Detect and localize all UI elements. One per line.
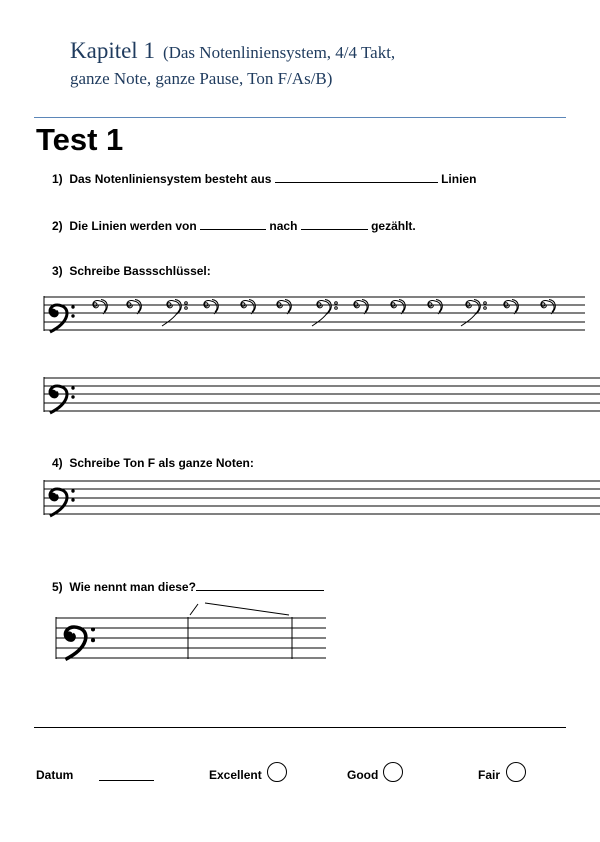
question-3-text: Schreibe Bassschlüssel: [69,264,211,278]
date-label: Datum [36,768,74,782]
bass-clef-icon [65,627,95,659]
question-4-number: 4) [52,456,63,470]
chapter-subtitle-line1: (Das Notenliniensystem, 4/4 Takt, [162,43,396,62]
question-3-number: 3) [52,264,63,278]
rating-fair-label: Fair [478,768,501,782]
question-2-text-middle: nach [269,219,298,233]
chapter-label: Kapitel 1 [70,38,155,63]
chapter-subtitle-line2: ganze Note, ganze Pause, Ton F/As/B) [70,69,333,88]
rating-excellent-label: Excellent [209,768,262,782]
question-2-text: Die Linien werden von [69,219,197,233]
empty-circle-icon[interactable] [267,762,287,782]
question-1-text: Das Notenliniensystem besteht aus [69,172,272,186]
empty-circle-icon[interactable] [383,762,403,782]
question-1-text-after: Linien [441,172,477,186]
date-blank[interactable] [99,780,154,781]
question-2-number: 2) [52,219,63,233]
question-4-text: Schreibe Ton F als ganze Noten: [69,456,254,470]
question-1-number: 1) [52,172,63,186]
test-title: Test 1 [36,122,124,157]
rating-good-label: Good [347,768,379,782]
empty-circle-icon[interactable] [506,762,526,782]
question-5-text: Wie nennt man diese? [69,580,196,594]
footer-divider [34,727,566,728]
question-2-text-after: gezählt. [371,219,416,233]
pointer-lines [190,603,289,615]
question-5-number: 5) [52,580,63,594]
